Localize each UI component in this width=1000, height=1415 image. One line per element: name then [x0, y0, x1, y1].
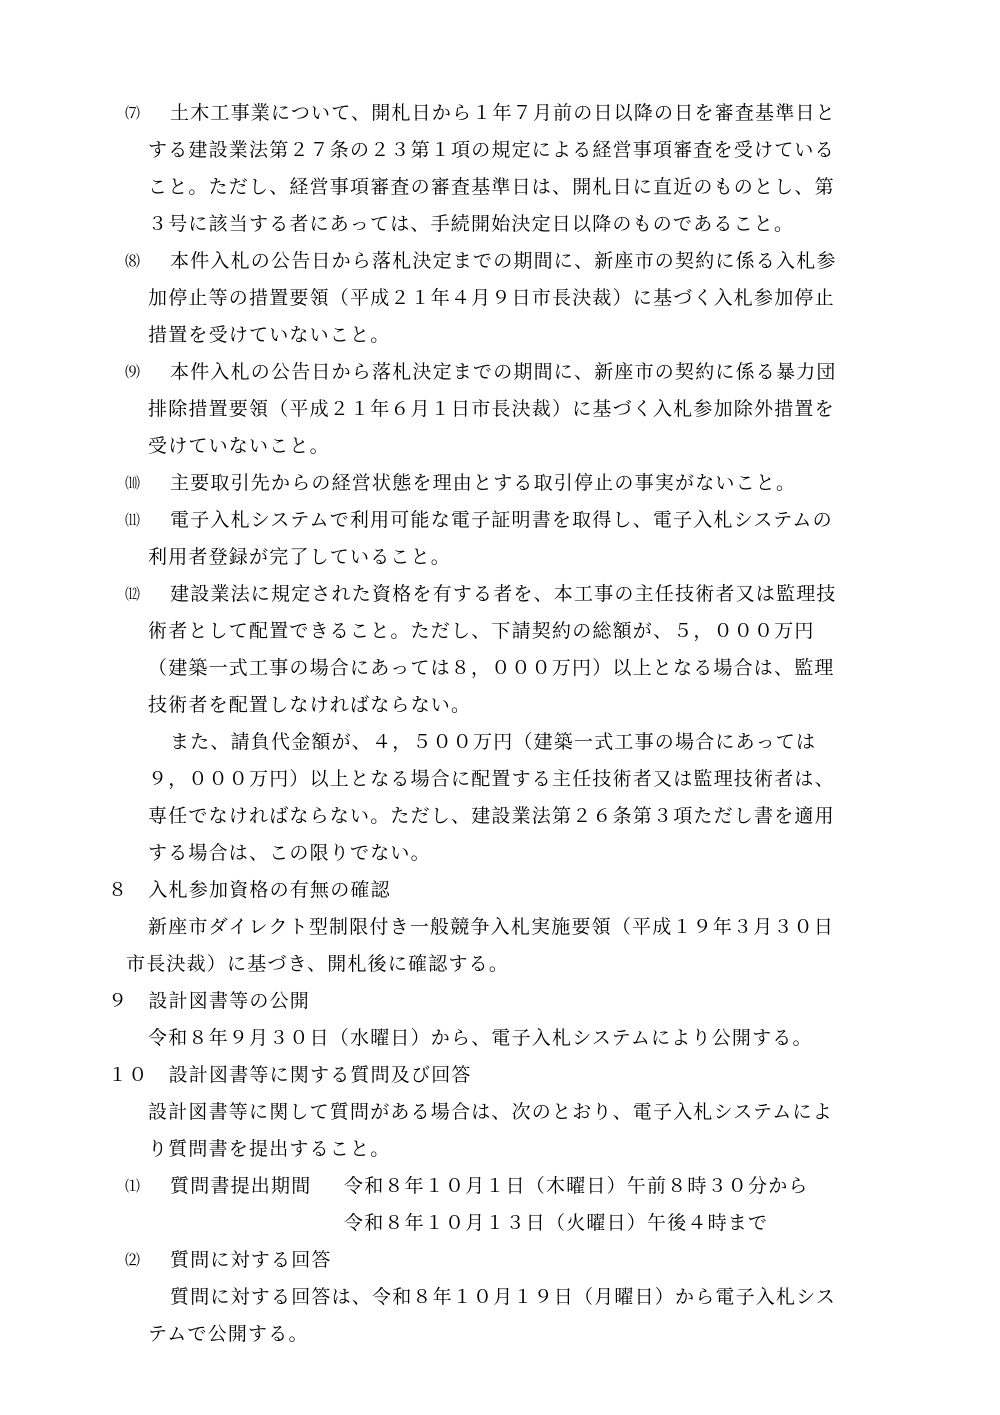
item-7-line: する建設業法第２７条の２３第１項の規定による経営事項審査を受けている — [148, 139, 835, 161]
item-12-line: する場合は、この限りでない。 — [148, 842, 431, 864]
item-9-line: 本件入札の公告日から落札決定までの期間に、新座市の契約に係る暴力団 — [170, 361, 837, 383]
item-12-line: ９，０００万円）以上となる場合に配置する主任技術者又は監理技術者は、 — [148, 768, 835, 790]
item-marker-9: ⑼ — [125, 363, 141, 381]
submission-period-to: 令和８年１０月１３日（火曜日）午後４時まで — [344, 1212, 769, 1234]
item-8-line: 措置を受けていないこと。 — [148, 324, 391, 346]
item-marker-8: ⑻ — [125, 252, 141, 270]
item-marker-12: ⑿ — [125, 585, 141, 603]
item-12-line: 建設業法に規定された資格を有する者を、本工事の主任技術者又は監理技 — [170, 583, 837, 605]
item-12-line: 専任でなければならない。ただし、建設業法第２６条第３項ただし書を適用 — [148, 805, 835, 827]
item-9-line: 受けていないこと。 — [148, 435, 330, 457]
item-7-line: ３号に該当する者にあっては、手続開始決定日以降のものであること。 — [148, 213, 795, 235]
item-marker-10: ⑽ — [125, 474, 141, 492]
answer-line: 質問に対する回答は、令和８年１０月１９日（月曜日）から電子入札シス — [170, 1286, 837, 1308]
section-8-heading: ８ 入札参加資格の有無の確認 — [108, 879, 391, 901]
item-8-line: 本件入札の公告日から落札決定までの期間に、新座市の契約に係る入札参 — [170, 250, 837, 272]
submission-period-from: 令和８年１０月１日（木曜日）午前８時３０分から — [344, 1175, 809, 1197]
item-7-line: こと。ただし、経営事項審査の審査基準日は、開札日に直近のものとし、第 — [148, 176, 835, 198]
item-7-line: 土木工事業について、開札日から１年７月前の日以降の日を審査基準日と — [170, 102, 836, 124]
item-12-line: また、請負代金額が、４，５００万円（建築一式工事の場合にあっては — [170, 731, 817, 753]
item-8-line: 加停止等の措置要領（平成２１年４月９日市長決裁）に基づく入札参加停止 — [148, 287, 835, 309]
item-marker-11: ⑾ — [125, 511, 141, 529]
item-12-line: 術者として配置できること。ただし、下請契約の総額が、５，０００万円 — [148, 620, 815, 642]
item-12-line: （建築一式工事の場合にあっては８，０００万円）以上となる場合は、監理 — [148, 657, 835, 679]
section-10-heading: １０ 設計図書等に関する質問及び回答 — [108, 1064, 472, 1086]
section-9-heading: ９ 設計図書等の公開 — [108, 990, 311, 1012]
item-11-line: 電子入札システムで利用可能な電子証明書を取得し、電子入札システムの — [170, 509, 833, 531]
sub-marker-2: ⑵ — [125, 1251, 141, 1269]
section-10-line: り質問書を提出すること。 — [148, 1138, 391, 1160]
answer-heading: 質問に対する回答 — [170, 1249, 332, 1271]
item-9-line: 排除措置要領（平成２１年６月１日市長決裁）に基づく入札参加除外措置を — [148, 398, 835, 420]
section-8-line: 新座市ダイレクト型制限付き一般競争入札実施要領（平成１９年３月３０日 — [148, 916, 835, 938]
section-9-line: 令和８年９月３０日（水曜日）から、電子入札システムにより公開する。 — [148, 1027, 813, 1049]
sub-marker-1: ⑴ — [125, 1177, 141, 1195]
section-10-line: 設計図書等に関して質問がある場合は、次のとおり、電子入札システムによ — [148, 1101, 833, 1123]
submission-period-label: 質問書提出期間 — [170, 1175, 312, 1197]
item-marker-7: ⑺ — [125, 104, 141, 122]
answer-line: テムで公開する。 — [148, 1323, 309, 1345]
item-11-line: 利用者登録が完了していること。 — [148, 546, 452, 568]
item-10-line: 主要取引先からの経営状態を理由とする取引停止の事実がないこと。 — [170, 472, 797, 494]
item-12-line: 技術者を配置しなければならない。 — [148, 694, 472, 716]
section-8-line: 市長決裁）に基づき、開札後に確認する。 — [126, 953, 510, 975]
